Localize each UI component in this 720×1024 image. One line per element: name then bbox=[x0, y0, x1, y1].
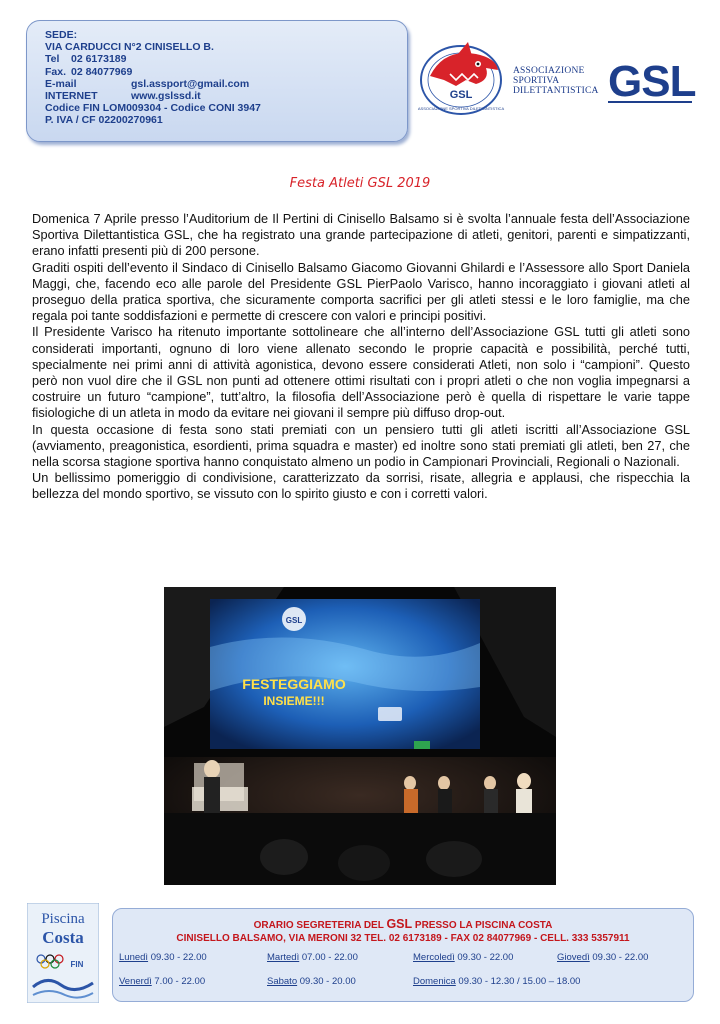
contact-fax-value: 02 84077969 bbox=[71, 65, 133, 78]
fin-badge: FIN bbox=[70, 960, 84, 969]
piscina-logo-line-2: Costa bbox=[42, 928, 84, 947]
contact-internet-value: www.gslssd.it bbox=[131, 90, 201, 103]
contact-tel-value: 02 6173189 bbox=[71, 53, 127, 66]
contact-line-address: VIA CARDUCCI N°2 CINISELLO B. bbox=[45, 41, 214, 54]
office-address-line: CINISELLO BALSAMO, VIA MERONI 32 TEL. 02 6173189 - FAX 02 84077969 - CELL. 333 5357911 bbox=[176, 933, 630, 944]
hours-wednesday: Mercoledì 09.30 - 22.00 bbox=[413, 952, 514, 963]
shark-logo-text: GSL bbox=[449, 89, 473, 101]
office-hours-box bbox=[112, 908, 694, 1002]
office-hours-heading-gsl: GSL bbox=[386, 917, 413, 931]
paragraph-4: In questa occasione di festa sono stati premiati con un pensiero tutti gli atleti iscritti all’Associazione GSL (avviamento, preagonistica, esordienti, prima squadra e master) ed inoltre sono stati premiati gli atleti, ben 27, che nella scorsa stagione sportiva hanno conquistato almeno un podio in Campionari Provinciali, Regionali o Nazionali. bbox=[32, 421, 690, 470]
paragraph-3: Il Presidente Varisco ha ritenuto importante sottolineare che all’interno dell’Associazione GSL tutti gli atleti sono considerati importanti, ognuno di loro viene allenato secondo le proprie capacità e possibilità, perché tutti, specialmente nei primi anni di attività agonistica, devono essere considerati Atleti, non solo i “campioni”. Questo però non vuol dire che il GSL non punti ad ottenere ottimi risultati con i propri atleti o che non voglia impegnarsi a costruire un futuro “campione”, tutt’altro, la filosofia dell’Associazione però è quella di rispettare le varie tappe fisiologiche di un atleta in modo da evitare nei giovani il sempre più diffuso drop-out. bbox=[32, 324, 690, 421]
shark-logo-ring-text: ASSOCIAZIONE SPORTIVA DILETTANTISTICA bbox=[417, 106, 505, 111]
contact-fax-label: Fax. bbox=[45, 65, 67, 78]
contact-internet-label: INTERNET bbox=[45, 90, 98, 103]
contact-email-value: gsl.assport@gmail.com bbox=[131, 77, 250, 90]
association-line-1: ASSOCIAZIONE bbox=[513, 66, 585, 76]
screen-line-2: INSIEME!!! bbox=[263, 694, 325, 708]
paragraph-2: Graditi ospiti dell’evento il Sindaco di Cinisello Balsamo Giacomo Giovanni Ghilardi e l’Assessore allo Sport Daniela Maggi, che, facendo eco alle parole del Presidente GSL PierPaolo Varisco, hanno incoraggiato i giovani atleti al proseguo della pratica sportiva, che sicuramente comporta sacrifici per gli atleti stessi e le loro famiglie, ma che regala poi tante soddisfazioni e permette di crescere con valori e principi positivi. bbox=[32, 259, 690, 324]
contact-line-sede: SEDE: bbox=[45, 29, 78, 41]
article-body bbox=[32, 211, 690, 503]
contact-email-label: E-mail bbox=[45, 77, 77, 90]
hours-monday: Lunedì 09.30 - 22.00 bbox=[119, 952, 207, 963]
contact-lines bbox=[45, 29, 261, 127]
piscina-costa-logo bbox=[27, 903, 99, 1003]
hours-tuesday: Martedì 07.00 - 22.00 bbox=[267, 952, 358, 963]
contact-piva: P. IVA / CF 02200270961 bbox=[45, 114, 163, 127]
office-hours-heading bbox=[113, 917, 693, 931]
paragraph-1: Domenica 7 Aprile presso l’Auditorium de Il Pertini di Cinisello Balsamo si è svolta l’annuale festa dell’Associazione Sportiva Dilettantistica GSL, che ha registrato una grande partecipazione di atleti, genitori, parenti e simpatizzanti, erano infatti presenti più di 200 persone. bbox=[32, 211, 690, 259]
hours-saturday: Sabato 09.30 - 20.00 bbox=[267, 976, 356, 987]
contact-box bbox=[26, 20, 408, 142]
gsl-shark-logo bbox=[416, 40, 506, 116]
association-line-2: SPORTIVA bbox=[513, 76, 560, 86]
hours-friday: Venerdì 7.00 - 22.00 bbox=[119, 976, 206, 987]
office-hours-heading-post: PRESSO LA PISCINA COSTA bbox=[412, 920, 553, 931]
gsl-brand-logo bbox=[606, 56, 698, 106]
hours-thursday: Giovedì 09.30 - 22.00 bbox=[557, 952, 649, 963]
office-hours-heading-pre: ORARIO SEGRETERIA DEL bbox=[253, 920, 387, 931]
association-line-3: DILETTANTISTICA bbox=[513, 86, 599, 96]
association-label bbox=[513, 66, 599, 96]
event-photo bbox=[164, 587, 556, 885]
contact-tel-label: Tel bbox=[45, 53, 60, 66]
gsl-brand-text: GSL bbox=[608, 57, 696, 106]
paragraph-5: Un bellissimo pomeriggio di condivisione, caratterizzato da sorrisi, risate, allegria e applausi, che rispecchia la bellezza del mondo sportivo, se vissuto con lo spirito giusto e con i corretti valori. bbox=[32, 470, 690, 502]
piscina-logo-line-1: Piscina bbox=[41, 911, 85, 927]
article-title: Festa Atleti GSL 2019 bbox=[289, 176, 431, 191]
screen-line-1: FESTEGGIAMO bbox=[242, 676, 346, 692]
contact-codes: Codice FIN LOM009304 - Codice CONI 3947 bbox=[45, 102, 261, 115]
screen-logo: GSL bbox=[285, 616, 303, 625]
hours-sunday: Domenica 09.30 - 12.30 / 15.00 – 18.00 bbox=[413, 976, 581, 987]
